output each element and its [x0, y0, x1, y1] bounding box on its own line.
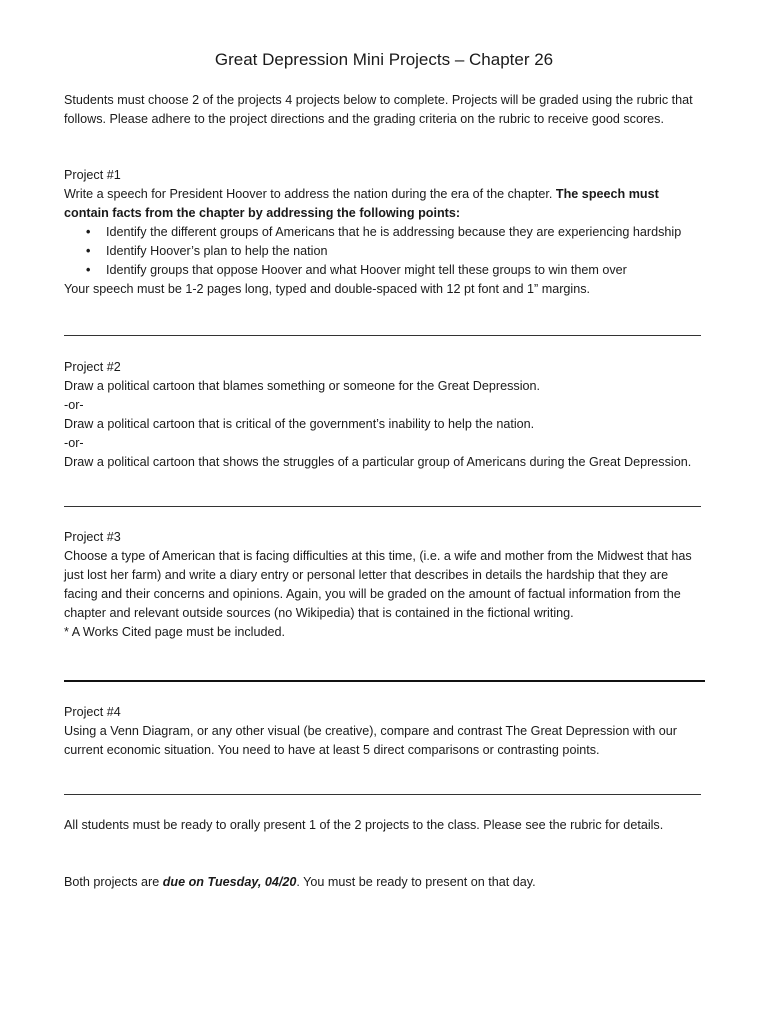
or-separator: -or- — [64, 398, 84, 412]
list-item: • Identify groups that oppose Hoover and what Hoover might tell these groups to win them over — [86, 261, 704, 280]
project-2-option-1: Draw a political cartoon that blames something or someone for the Great Depression. — [64, 379, 540, 393]
project-1-text: Write a speech for President Hoover to address the nation during the era of the chapter. — [64, 187, 556, 201]
divider — [64, 335, 701, 336]
presentation-note — [64, 816, 704, 835]
due-date: due on Tuesday, 04/20 — [162, 875, 297, 889]
divider — [64, 680, 705, 682]
project-2-section — [64, 358, 704, 472]
intro-paragraph — [64, 91, 704, 129]
or-separator: -or- — [64, 436, 84, 450]
page-title: Great Depression Mini Projects – Chapter 26 — [214, 50, 554, 69]
presentation-note-text: All students must be ready to orally present 1 of the 2 projects to the class. Please see the rubric for details. — [64, 818, 664, 832]
project-1-footer: Your speech must be 1-2 pages long, typed and double-spaced with 12 pt font and 1” margins. — [64, 282, 591, 296]
project-1-bullet-list — [64, 223, 704, 280]
due-suffix: . You must be ready to present on that day. — [296, 875, 536, 889]
intro-text: Students must choose 2 of the projects 4 projects below to complete. Projects will be graded using the rubric that follows. Please adhere to the project directions and the grading criteria on the rubric to receive good scores. — [64, 93, 693, 126]
project-1-section — [64, 166, 704, 299]
project-1-bold-text: The speech must contain facts from the chapter by addressing the following points: — [64, 187, 659, 220]
divider — [64, 506, 701, 507]
list-item: • Identify the different groups of Americans that he is addressing because they are experiencing hardship — [86, 223, 704, 242]
list-item: • Identify Hoover’s plan to help the nation — [86, 242, 704, 261]
due-date-line — [64, 873, 704, 892]
project-2-option-2: Draw a political cartoon that is critical of the government’s inability to help the nation. — [64, 417, 535, 431]
project-4-section — [64, 703, 704, 760]
divider — [64, 794, 701, 795]
project-3-note: * A Works Cited page must be included. — [64, 625, 285, 639]
project-1-heading: Project #1 — [64, 168, 121, 182]
due-prefix: Both projects are — [64, 875, 163, 889]
project-2-option-3: Draw a political cartoon that shows the struggles of a particular group of Americans during the Great Depression. — [64, 455, 692, 469]
project-2-heading: Project #2 — [64, 360, 121, 374]
due-date-paragraph — [64, 873, 704, 892]
project-3-heading: Project #3 — [64, 530, 121, 544]
project-1-description — [64, 185, 704, 223]
project-3-section — [64, 528, 704, 642]
project-4-text: Using a Venn Diagram, or any other visual (be creative), compare and contrast The Great Depression with our current economic situation. You need to have at least 5 direct comparisons or contrasting points. — [64, 724, 677, 757]
project-4-heading: Project #4 — [64, 705, 121, 719]
project-3-text: Choose a type of American that is facing difficulties at this time, (i.e. a wife and mother from the Midwest that has just lost her farm) and write a diary entry or personal letter that describes in details the hardship that they are facing and their concerns and opinions. Again, you will be graded on the amount of factual information from the chapter and relevant outside sources (no Wikipedia) that is contained in the fictional writing. — [64, 549, 692, 620]
